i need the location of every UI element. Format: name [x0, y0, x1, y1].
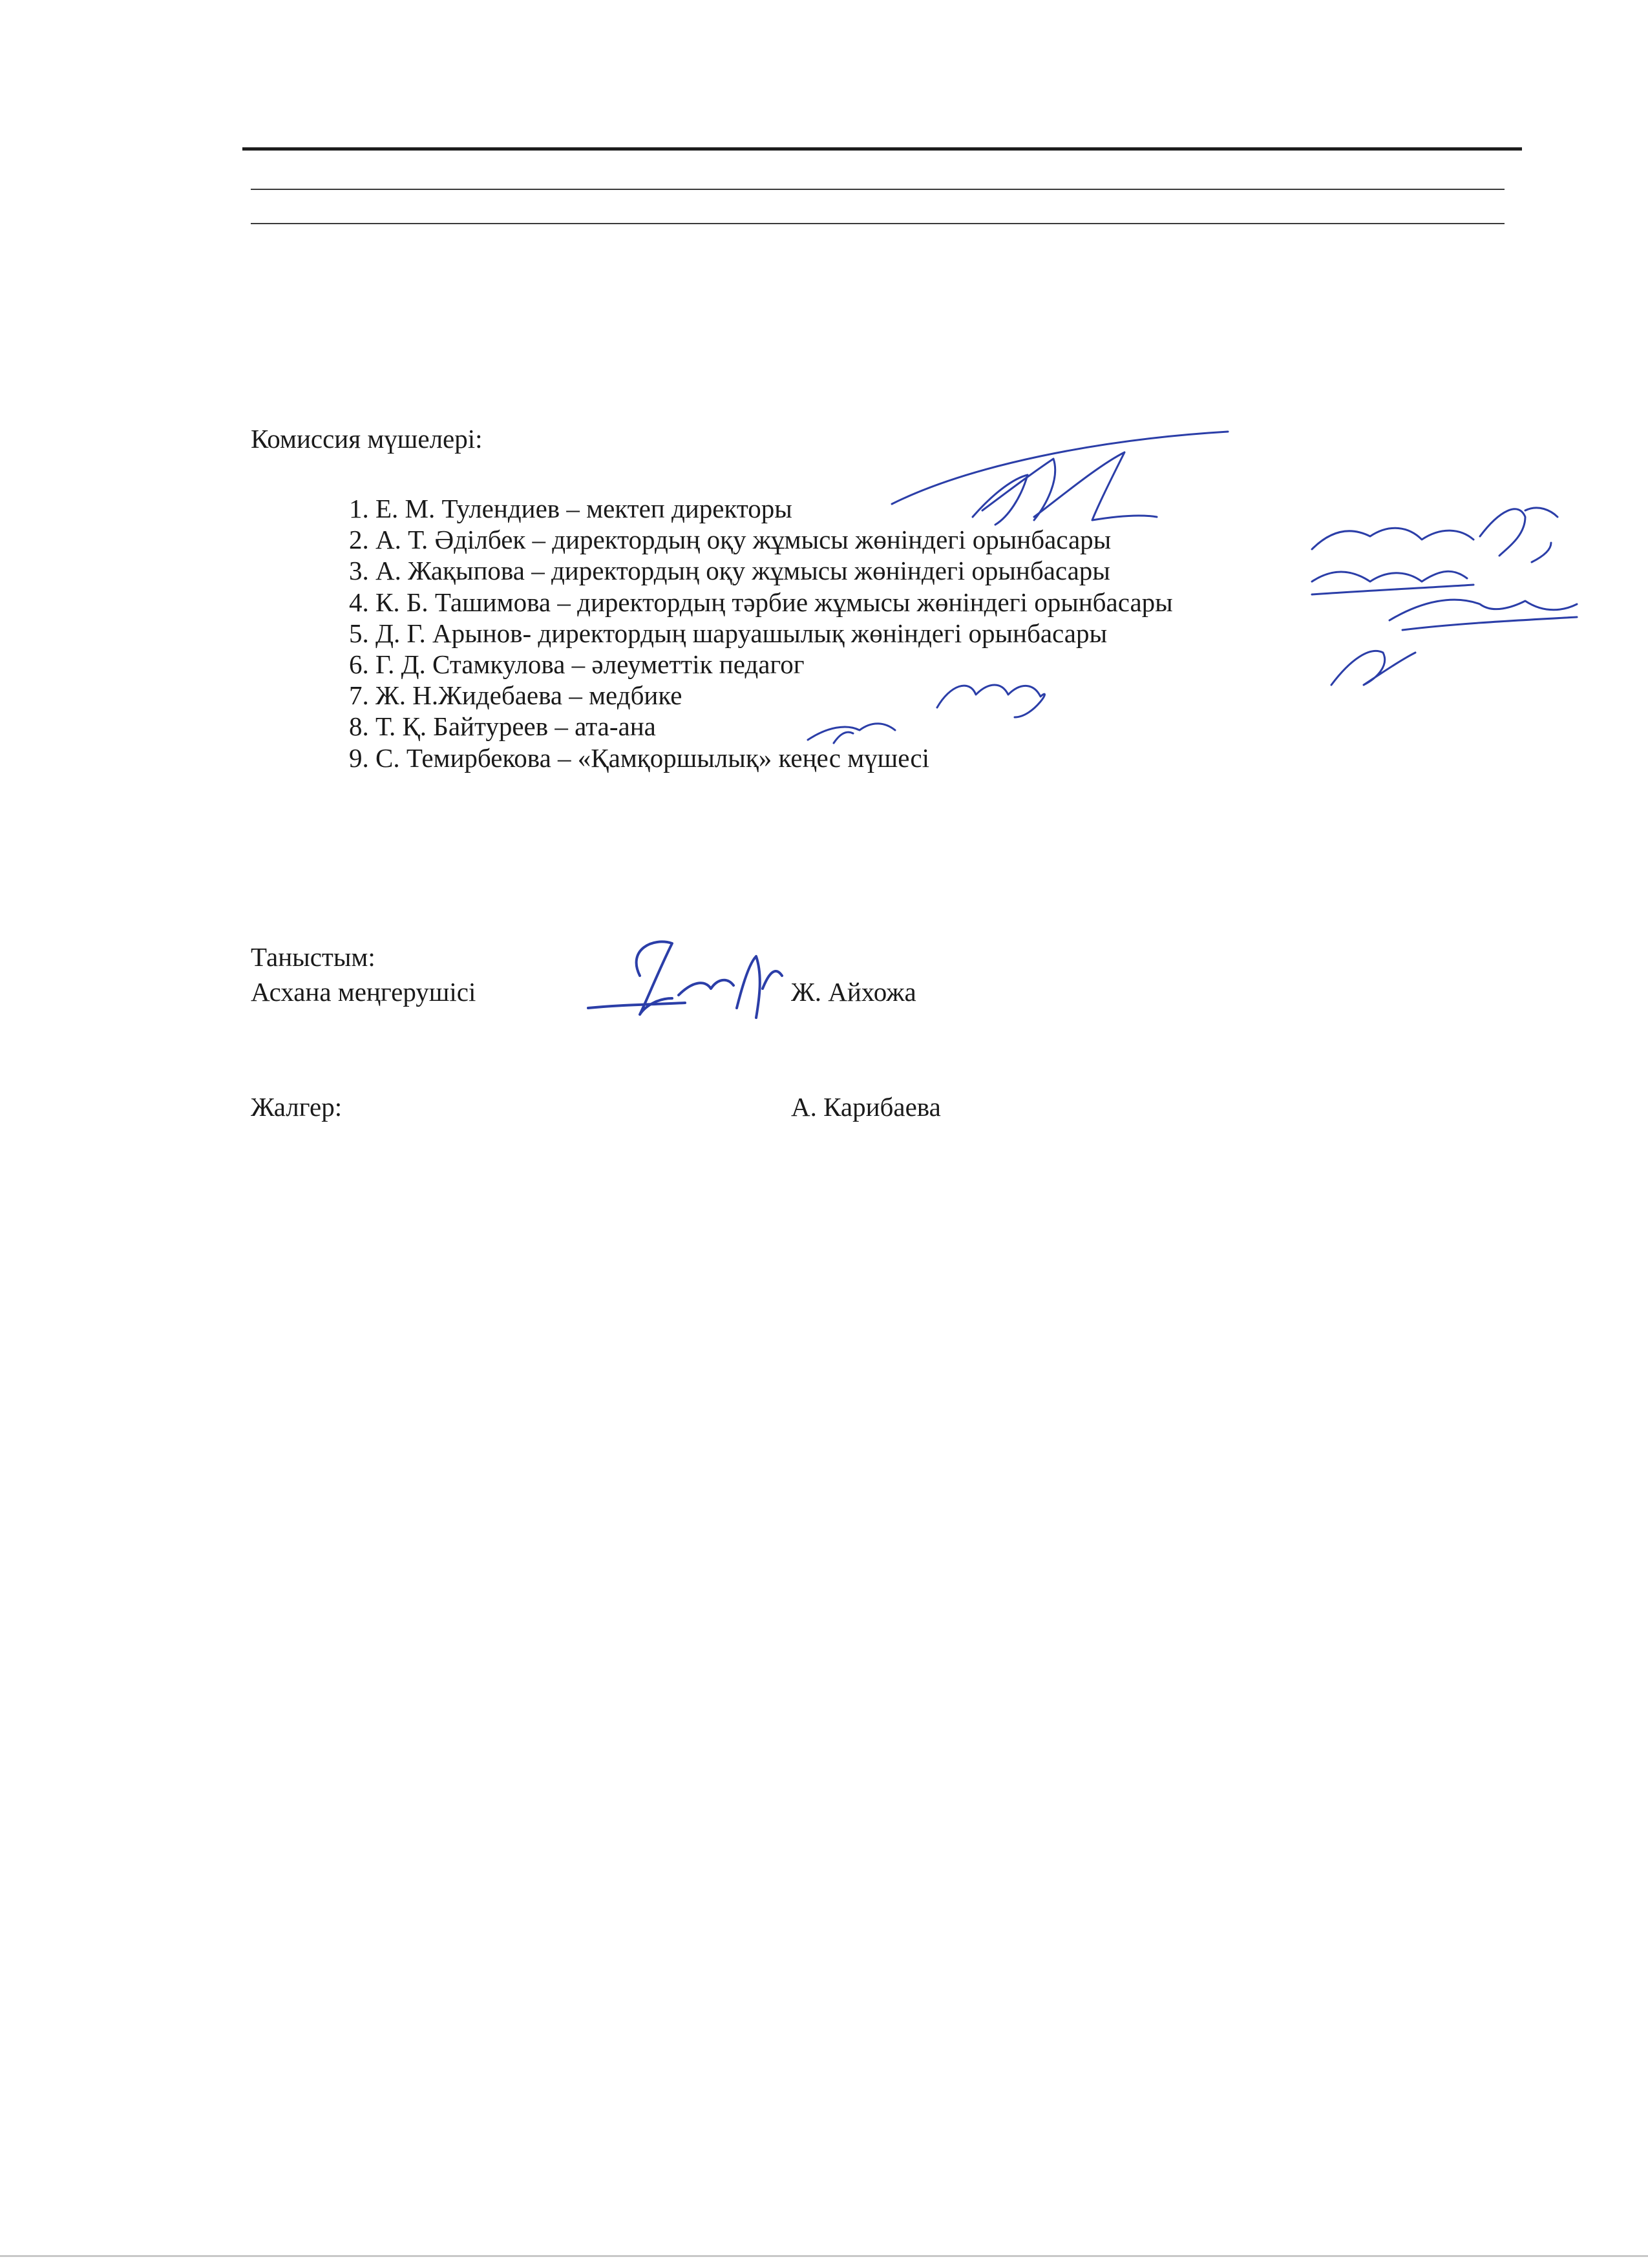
signature-member-5	[1331, 651, 1415, 685]
member-item: 1. Е. М. Тулендиев – мектеп директоры	[349, 494, 792, 523]
acknowledged-name: Ж. Айхожа	[791, 977, 916, 1007]
acknowledged-role: Асхана меңгерушісі	[251, 977, 476, 1007]
member-item: 8. Т. Қ. Байтуреев – ата-ана	[349, 711, 656, 742]
commission-heading: Комиссия мүшелері:	[251, 424, 483, 454]
bottom-edge-line	[0, 2255, 1648, 2257]
member-item: 4. К. Б. Ташимова – директордың тәрбие жұмысы жөніндегі орынбасары	[349, 587, 1173, 617]
member-item: 6. Г. Д. Стамкулова – әлеуметтік педагог	[349, 649, 805, 680]
commission-members-list	[349, 493, 1173, 773]
signature-canteen-manager	[588, 941, 782, 1018]
signature-member-2	[1312, 508, 1558, 562]
top-divider-line-2	[251, 223, 1505, 224]
top-divider-line-1	[251, 189, 1505, 190]
member-item: 2. А. Т. Әділбек – директордың оқу жұмысы жөніндегі орынбасары	[349, 525, 1112, 555]
member-item: 3. А. Жақыпова – директордың оқу жұмысы жөніндегі орынбасары	[349, 556, 1110, 586]
top-divider-thick	[242, 147, 1522, 151]
acknowledged-title: Таныстым:	[251, 942, 375, 972]
tenant-name: А. Карибаева	[791, 1092, 941, 1122]
tenant-role: Жалгер:	[251, 1092, 343, 1122]
member-item: 7. Ж. Н.Жидебаева – медбике	[349, 680, 682, 711]
signature-member-4	[1389, 600, 1577, 630]
member-item: 5. Д. Г. Арынов- директордың шаруашылық жөніндегі орынбасары	[349, 618, 1108, 648]
signature-member-3	[1312, 571, 1474, 594]
member-item: 9. С. Темирбекова – «Қамқоршылық» кеңес мүшесі	[349, 742, 930, 773]
